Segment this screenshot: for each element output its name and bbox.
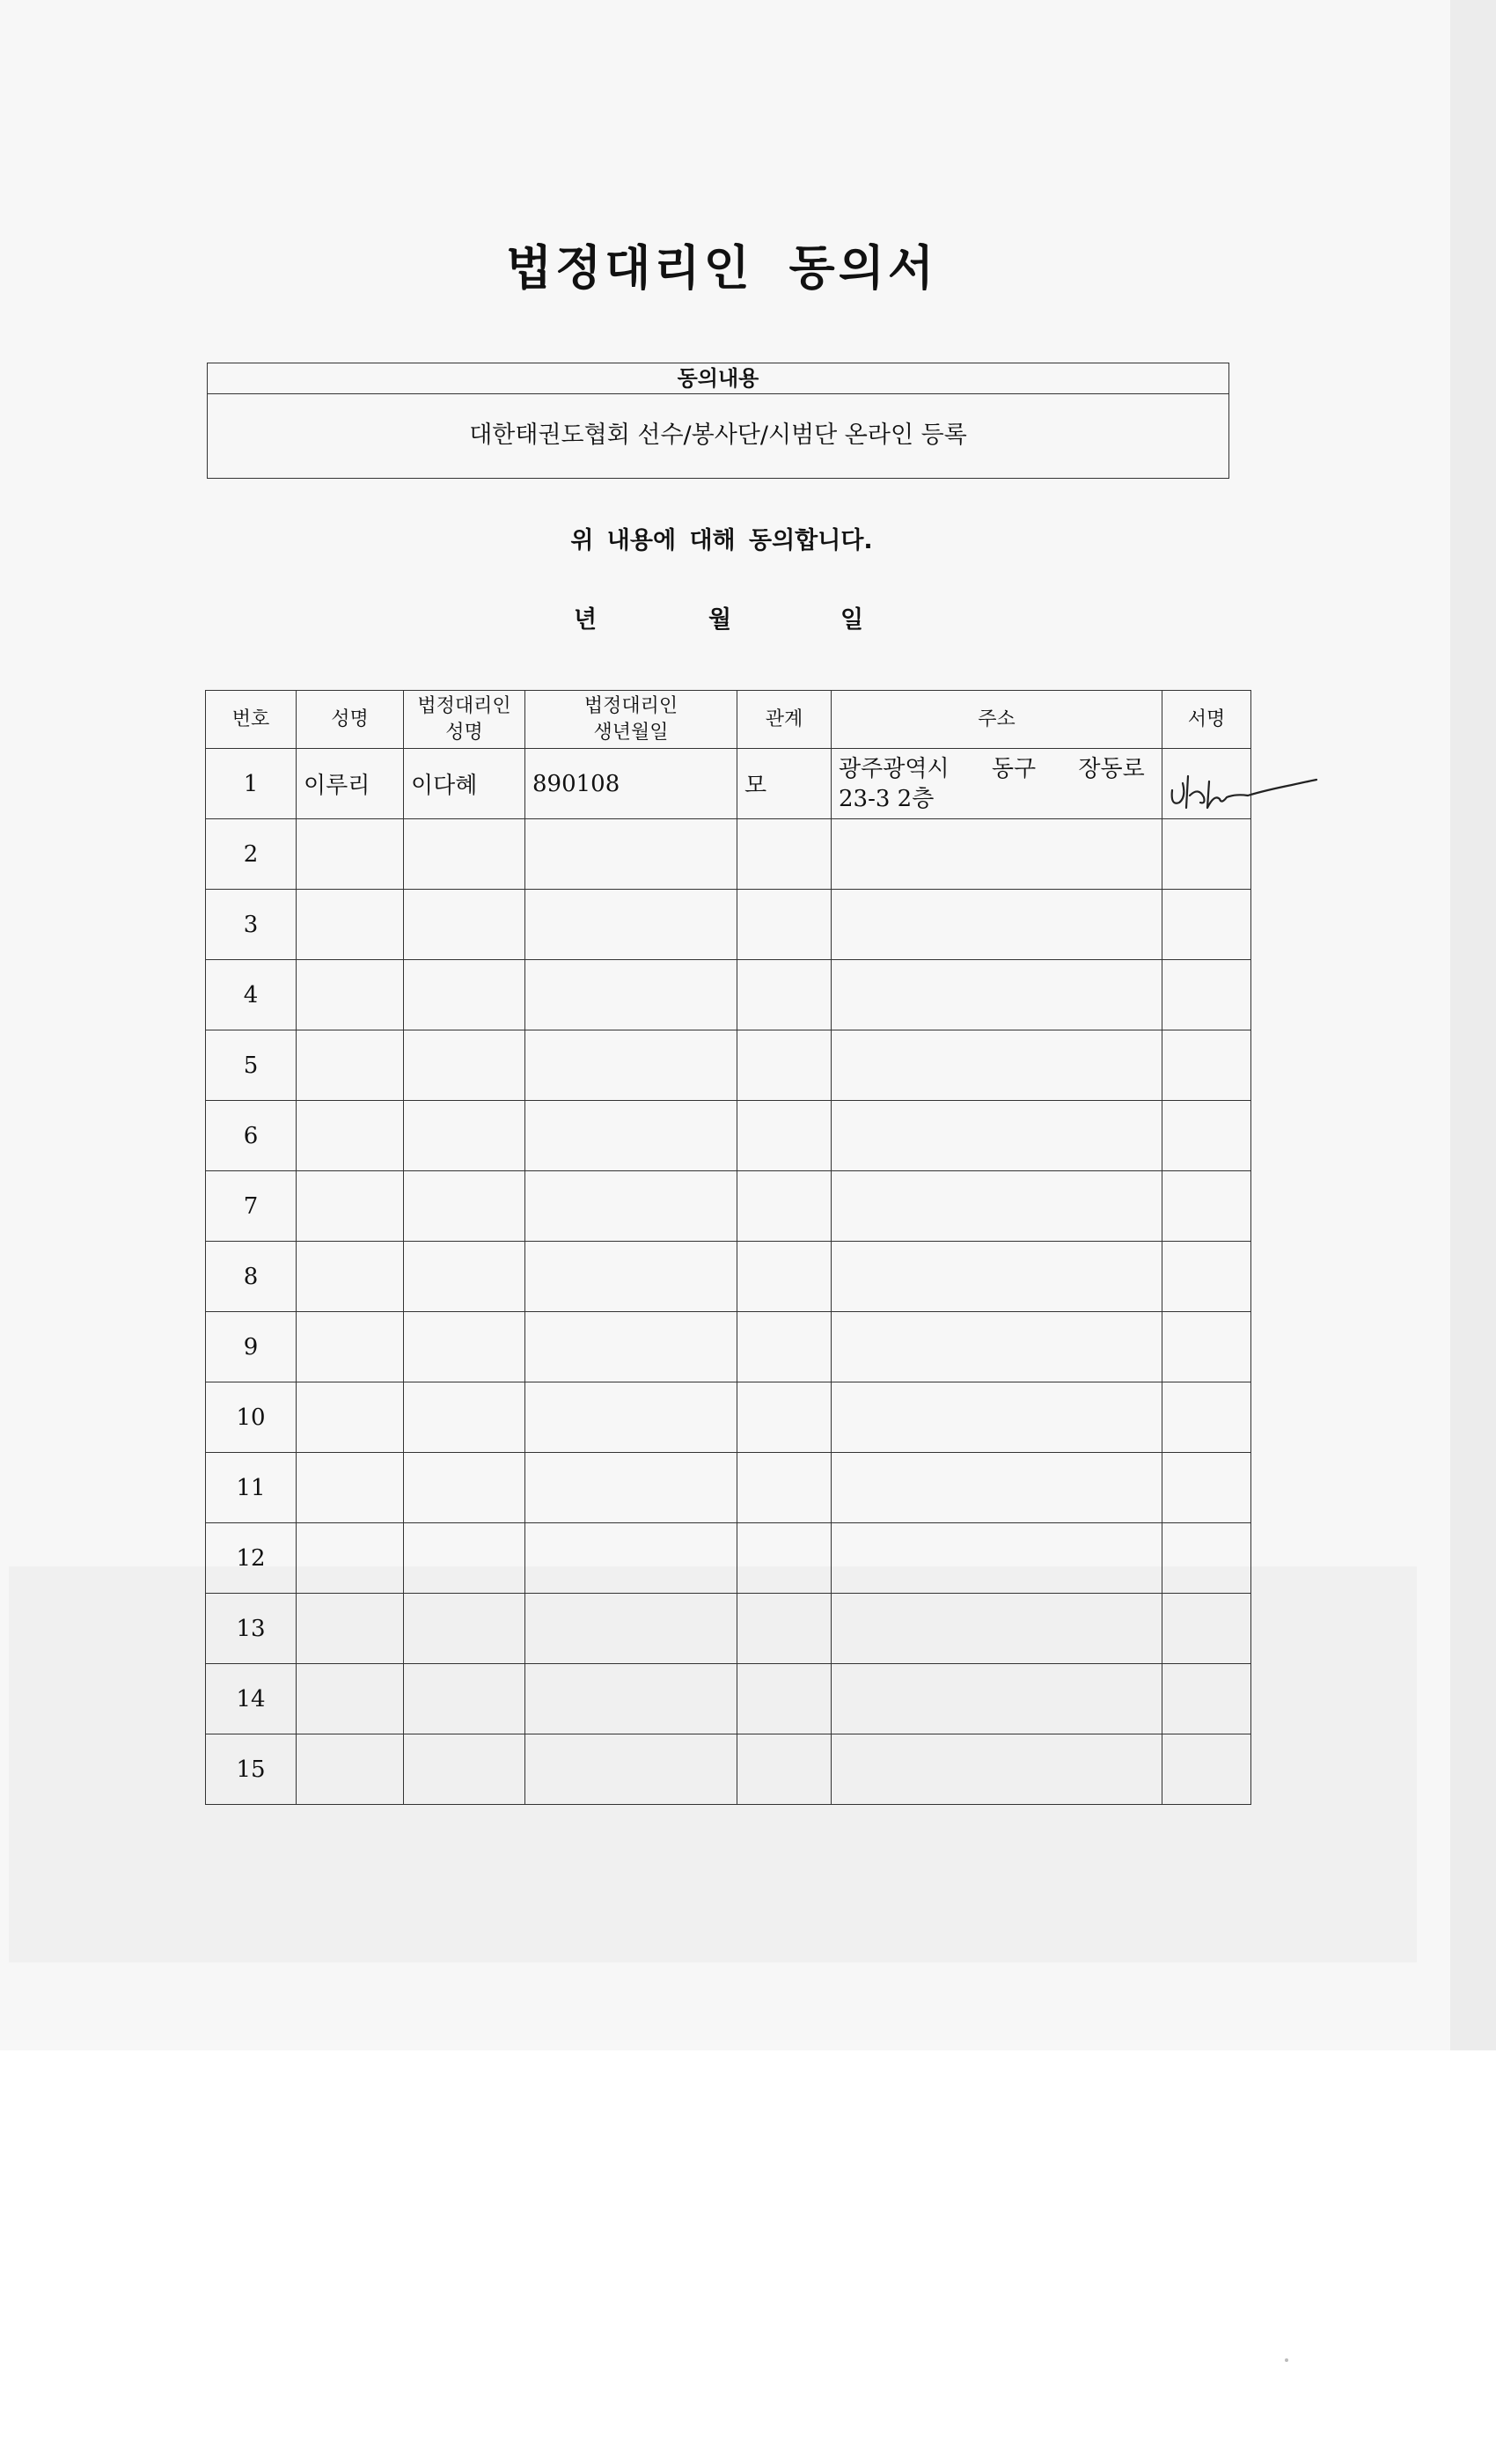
row-name <box>297 1594 404 1664</box>
row-relation <box>737 1594 832 1664</box>
row-guardian-birth <box>525 1453 737 1523</box>
table-row <box>206 819 1251 890</box>
row-guardian-name <box>404 1242 525 1312</box>
table-row <box>206 1171 1251 1242</box>
row-guardian-birth: 890108 <box>525 749 737 819</box>
guardian-table <box>205 690 1251 1805</box>
row-guardian-name <box>404 1594 525 1664</box>
row-guardian-name: 이다혜 <box>404 749 525 819</box>
header-address: 주소 <box>832 691 1162 749</box>
row-guardian-birth <box>525 1734 737 1805</box>
row-signature-cell <box>1162 819 1251 890</box>
header-name: 성명 <box>297 691 404 749</box>
date-year-label: 년 <box>574 606 598 634</box>
row-guardian-name <box>404 890 525 960</box>
row-relation <box>737 819 832 890</box>
header-number: 번호 <box>206 691 297 749</box>
table-row <box>206 1664 1251 1734</box>
agree-statement: 위 내용에 대해 동의합니다. <box>570 527 873 554</box>
header-guardian-name-line1: 법정대리인 <box>417 694 511 717</box>
row-signature-cell <box>1162 1734 1251 1805</box>
row-guardian-birth <box>525 1030 737 1101</box>
row-number: 14 <box>206 1664 297 1734</box>
row-number: 10 <box>206 1382 297 1453</box>
row-guardian-name <box>404 1453 525 1523</box>
table-row <box>206 1101 1251 1171</box>
row-number: 7 <box>206 1171 297 1242</box>
row-guardian-name <box>404 1382 525 1453</box>
row-name <box>297 819 404 890</box>
row-signature-cell <box>1162 1242 1251 1312</box>
scan-edge-strip <box>1450 0 1496 2050</box>
row-address <box>832 960 1162 1030</box>
row-guardian-birth <box>525 960 737 1030</box>
row-relation <box>737 1734 832 1805</box>
row-guardian-birth <box>525 1382 737 1453</box>
row-signature-cell <box>1162 960 1251 1030</box>
row-address <box>832 1594 1162 1664</box>
row-guardian-birth <box>525 1242 737 1312</box>
row-address <box>832 1734 1162 1805</box>
row-name <box>297 1101 404 1171</box>
row-address <box>832 1453 1162 1523</box>
row-guardian-name <box>404 1664 525 1734</box>
row-signature-cell <box>1162 1523 1251 1594</box>
row-name <box>297 1523 404 1594</box>
row-address <box>832 1242 1162 1312</box>
row-number: 13 <box>206 1594 297 1664</box>
table-row <box>206 1382 1251 1453</box>
row-name <box>297 1664 404 1734</box>
row-address <box>832 1664 1162 1734</box>
consent-heading: 동의내용 <box>208 363 1228 394</box>
table-row <box>206 960 1251 1030</box>
row-guardian-name <box>404 1523 525 1594</box>
consent-content: 대한태권도협회 선수/봉사단/시범단 온라인 등록 <box>469 422 967 449</box>
row-relation <box>737 1312 832 1382</box>
row-signature-cell <box>1162 1453 1251 1523</box>
table-row <box>206 1523 1251 1594</box>
row-signature-cell <box>1162 1171 1251 1242</box>
row-guardian-name <box>404 1171 525 1242</box>
table-row <box>206 1594 1251 1664</box>
row-signature-cell <box>1162 1312 1251 1382</box>
row-name <box>297 890 404 960</box>
row-relation <box>737 1523 832 1594</box>
row-name: 이루리 <box>297 749 404 819</box>
row-number: 15 <box>206 1734 297 1805</box>
row-number: 5 <box>206 1030 297 1101</box>
row-guardian-birth <box>525 1664 737 1734</box>
header-signature: 서명 <box>1162 691 1251 749</box>
header-guardian-name-line2: 성명 <box>445 721 483 744</box>
row-address <box>832 1523 1162 1594</box>
table-row <box>206 1242 1251 1312</box>
row-name <box>297 960 404 1030</box>
document-title: 법정대리인 동의서 <box>505 240 938 296</box>
row-guardian-name <box>404 1312 525 1382</box>
row-guardian-birth <box>525 890 737 960</box>
row-guardian-name <box>404 960 525 1030</box>
row-relation <box>737 1664 832 1734</box>
row-number: 12 <box>206 1523 297 1594</box>
row-number: 6 <box>206 1101 297 1171</box>
header-guardian-birth-line1: 법정대리인 <box>583 694 678 717</box>
table-header-row <box>206 691 1251 749</box>
row-name <box>297 1242 404 1312</box>
table-row <box>206 1030 1251 1101</box>
row-address <box>832 819 1162 890</box>
row-relation <box>737 890 832 960</box>
row-number: 1 <box>206 749 297 819</box>
row-address <box>832 749 1162 819</box>
row-name <box>297 1171 404 1242</box>
consent-box <box>207 363 1229 479</box>
row-name <box>297 1382 404 1453</box>
row-relation <box>737 1242 832 1312</box>
date-month-label: 월 <box>708 606 732 634</box>
table-row <box>206 1453 1251 1523</box>
row-signature-cell <box>1162 1030 1251 1101</box>
handwritten-signature <box>1169 764 1318 817</box>
row-relation: 모 <box>737 749 832 819</box>
row-name <box>297 1030 404 1101</box>
row-guardian-birth <box>525 1312 737 1382</box>
scan-speck <box>1285 2358 1288 2362</box>
row-relation <box>737 1101 832 1171</box>
row-guardian-birth <box>525 1101 737 1171</box>
row-address <box>832 1382 1162 1453</box>
row-relation <box>737 960 832 1030</box>
row-name <box>297 1734 404 1805</box>
table-row <box>206 749 1251 819</box>
row-name <box>297 1453 404 1523</box>
header-guardian-name <box>404 691 525 749</box>
table-row <box>206 1734 1251 1805</box>
header-guardian-birth <box>525 691 737 749</box>
row-address <box>832 1312 1162 1382</box>
row-name <box>297 1312 404 1382</box>
row-relation <box>737 1382 832 1453</box>
row-address <box>832 1171 1162 1242</box>
row-guardian-name <box>404 1101 525 1171</box>
row-guardian-name <box>404 819 525 890</box>
row-guardian-birth <box>525 1171 737 1242</box>
row-address <box>832 890 1162 960</box>
row-relation <box>737 1171 832 1242</box>
row-relation <box>737 1453 832 1523</box>
row-number: 9 <box>206 1312 297 1382</box>
row-number: 2 <box>206 819 297 890</box>
row-number: 11 <box>206 1453 297 1523</box>
row-signature-cell <box>1162 1101 1251 1171</box>
row-address <box>832 1030 1162 1101</box>
row-guardian-birth <box>525 1594 737 1664</box>
row-signature-cell <box>1162 1594 1251 1664</box>
row-address <box>832 1101 1162 1171</box>
row-relation <box>737 1030 832 1101</box>
row-guardian-birth <box>525 819 737 890</box>
header-guardian-birth-line2: 생년월일 <box>593 721 669 744</box>
date-day-label: 일 <box>840 606 864 634</box>
row-guardian-name <box>404 1734 525 1805</box>
row-number: 8 <box>206 1242 297 1312</box>
row-address-line1: 광주광역시 동구 장동로 <box>839 755 1145 782</box>
table-row <box>206 1312 1251 1382</box>
row-guardian-name <box>404 1030 525 1101</box>
row-signature-cell <box>1162 1664 1251 1734</box>
row-number: 3 <box>206 890 297 960</box>
row-signature-cell <box>1162 890 1251 960</box>
header-relation: 관계 <box>737 691 832 749</box>
row-number: 4 <box>206 960 297 1030</box>
row-address-line2: 23-3 2층 <box>839 785 935 812</box>
row-signature-cell <box>1162 1382 1251 1453</box>
row-guardian-birth <box>525 1523 737 1594</box>
table-row <box>206 890 1251 960</box>
